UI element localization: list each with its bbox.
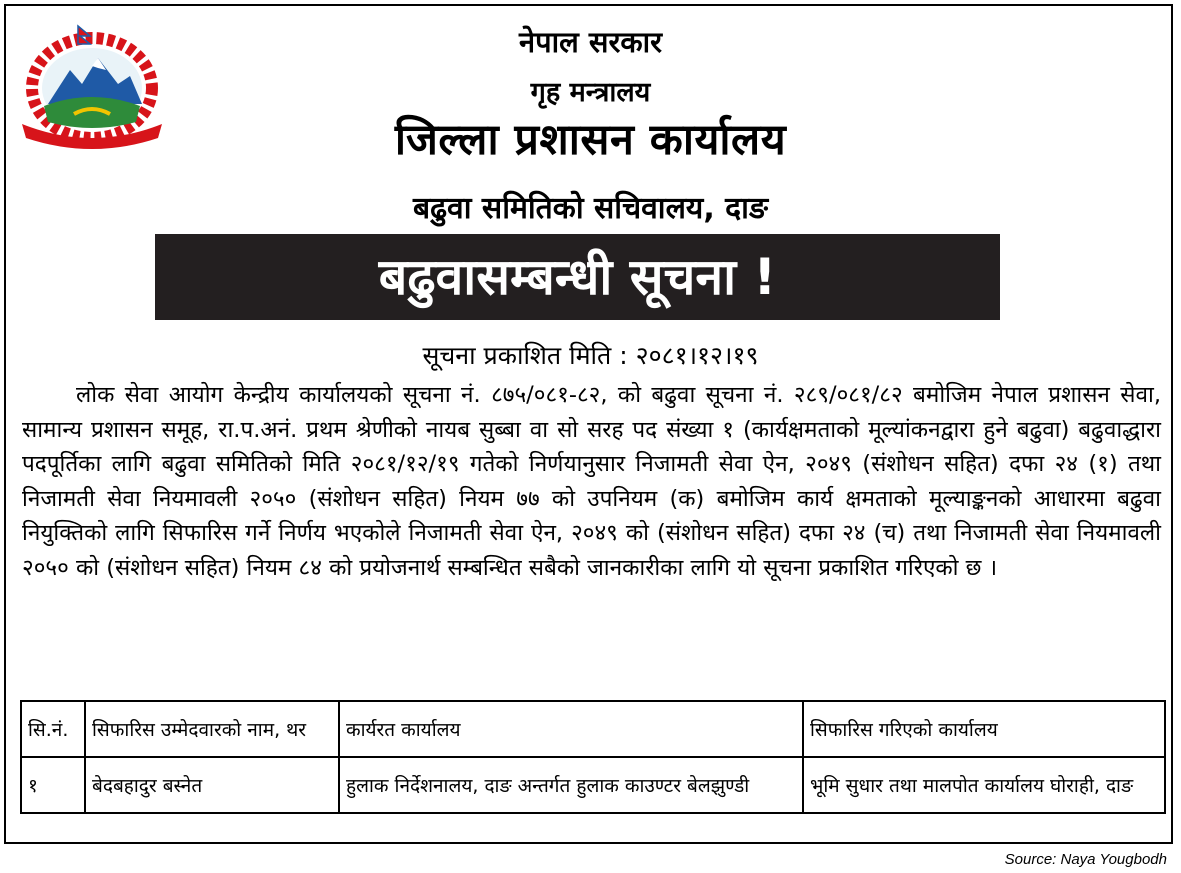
col-header-recommended-office: सिफारिस गरिएको कार्यालय	[803, 701, 1165, 757]
header-line-government: नेपाल सरकार	[519, 25, 662, 59]
cell-recommended-office: भूमि सुधार तथा मालपोत कार्यालय घोराही, दाङ	[803, 757, 1165, 813]
cell-candidate-name: बेदबहादुर बस्नेत	[85, 757, 339, 813]
col-header-current-office: कार्यरत कार्यालय	[339, 701, 803, 757]
notice-title-banner: बढुवासम्बन्धी सूचना !	[155, 234, 1000, 320]
col-header-serial: सि.नं.	[21, 701, 85, 757]
header-line-office: जिल्ला प्रशासन कार्यालय	[394, 115, 787, 165]
col-header-candidate-name: सिफारिस उम्मेदवारको नाम, थर	[85, 701, 339, 757]
publish-date: सूचना प्रकाशित मिति : २०८१।१२।१९	[422, 341, 759, 370]
table-row	[21, 757, 1165, 813]
header-line-ministry: गृह मन्त्रालय	[530, 77, 651, 108]
recommendation-table	[20, 700, 1166, 814]
cell-current-office: हुलाक निर्देशनालय, दाङ अन्तर्गत हुलाक काउण्टर बेलझुण्डी	[339, 757, 803, 813]
header-line-secretariat: बढुवा समितिको सचिवालय, दाङ	[413, 191, 768, 226]
cell-serial: १	[21, 757, 85, 813]
table-header-row	[21, 701, 1165, 757]
notice-body: लोक सेवा आयोग केन्द्रीय कार्यालयको सूचना नं. ८७५/०८१-८२, को बढुवा सूचना नं. २८९/०८१/८२ बमोजिम नेपाल प्रशासन सेवा, सामान्य प्रशासन समूह, रा.प.अनं. प्रथम श्रेणीको नायब सुब्बा वा सो सरह पद संख्या १ (कार्यक्षमताको मूल्यांकनद्वारा हुने बढुवा) बढुवाद्धारा पदपूर्तिका लागि बढुवा समितिको मिति २०८१/१२/१९ गतेको निर्णयानुसार निजामती सेवा ऐन, २०४९ (संशोधन सहित) दफा २४ (१) तथा निजामती सेवा नियमावली २०५० (संशोधन सहित) नियम ७७ को उपनियम (क) बमोजिम कार्य क्षमताको मूल्याङ्कनको आधारमा बढुवा नियुक्तिको लागि सिफारिस गर्ने निर्णय भएकोले निजामती सेवा ऐन, २०४९ को (संशोधन सहित) दफा २४ (च) तथा निजामती सेवा नियमावली २०५० को (संशोधन सहित) नियम ८४ को प्रयोजनार्थ सम्बन्धित सबैको जानकारीका लागि यो सूचना प्रकाशित गरिएको छ ।	[22, 382, 1161, 581]
source-credit: Source: Naya Yougbodh	[1004, 851, 1167, 868]
